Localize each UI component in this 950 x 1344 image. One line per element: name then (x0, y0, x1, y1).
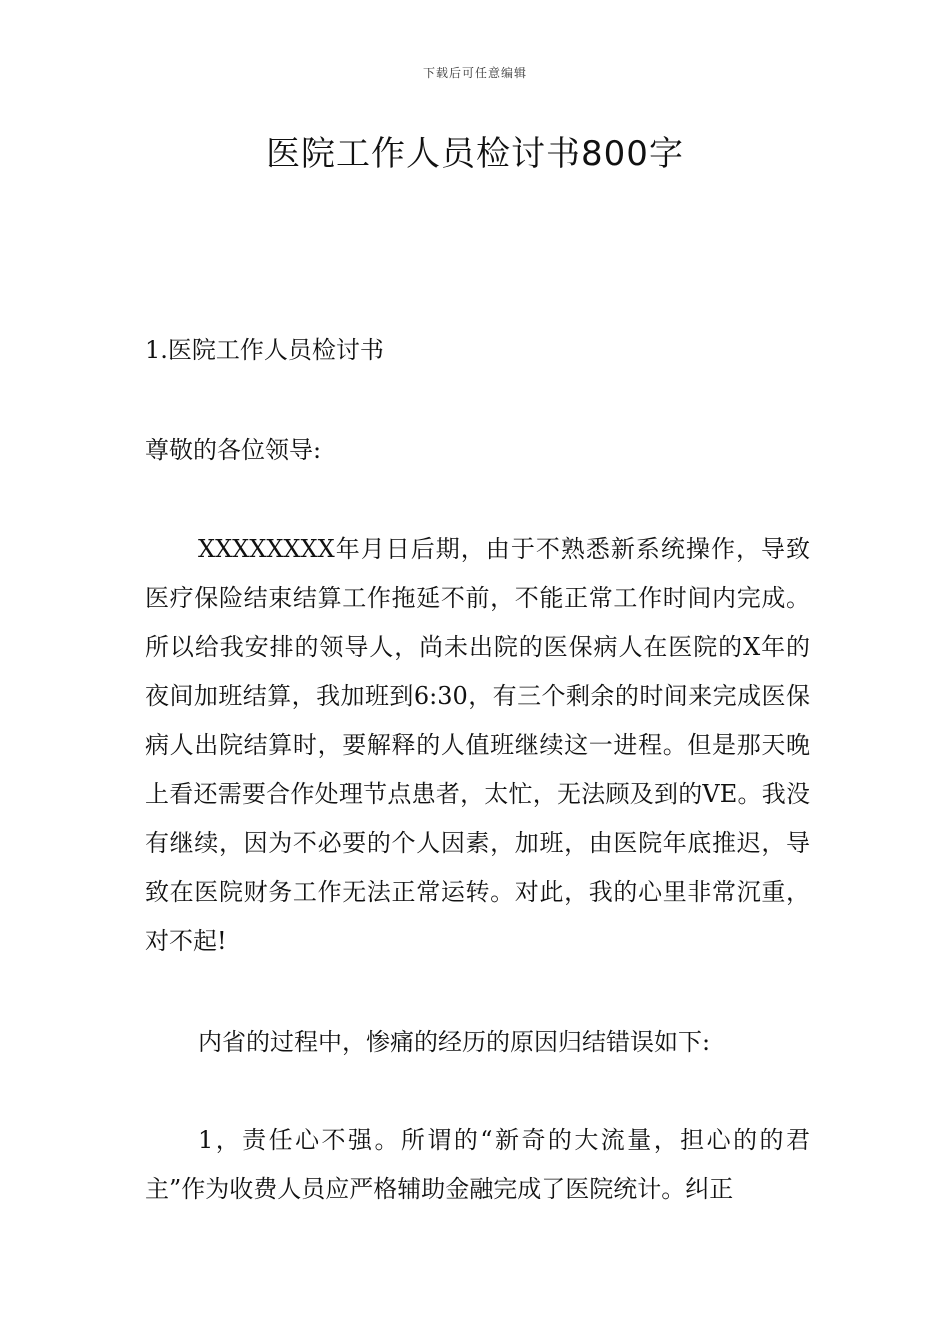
paragraph-reflection: 内省的过程中，惨痛的经历的原因归结错误如下: (198, 1028, 711, 1056)
salutation: 尊敬的各位领导: (145, 436, 322, 464)
paragraph-reason-1: 1，责任心不强。所谓的“新奇的大流量，担心的的君主”作为收费人员应严格辅助金融完成了医院统计。纠正 (145, 1126, 810, 1203)
paragraph-incident: XXXXXXXX年月日后期，由于不熟悉新系统操作，导致医疗保险结束结算工作拖延不前，不能正常工作时间内完成。所以给我安排的领导人，尚未出院的医保病人在医院的X年的夜间加班结算，我加班到6:30，有三个剩余的时间来完成医保病人出院结算时，要解释的人值班继续这一进程。但是那天晚上看还需要合作处理节点患者，太忙，无法顾及到的VE。我没有继续，因为不必要的个人因素，加班，由医院年底推迟，导致在医院财务工作无法正常运转。对此，我的心里非常沉重，对不起! (145, 535, 810, 955)
section-heading: 1.医院工作人员检讨书 (145, 336, 384, 364)
header-note: 下载后可任意编辑 (422, 66, 527, 80)
document-title: 医院工作人员检讨书800字 (266, 134, 684, 174)
